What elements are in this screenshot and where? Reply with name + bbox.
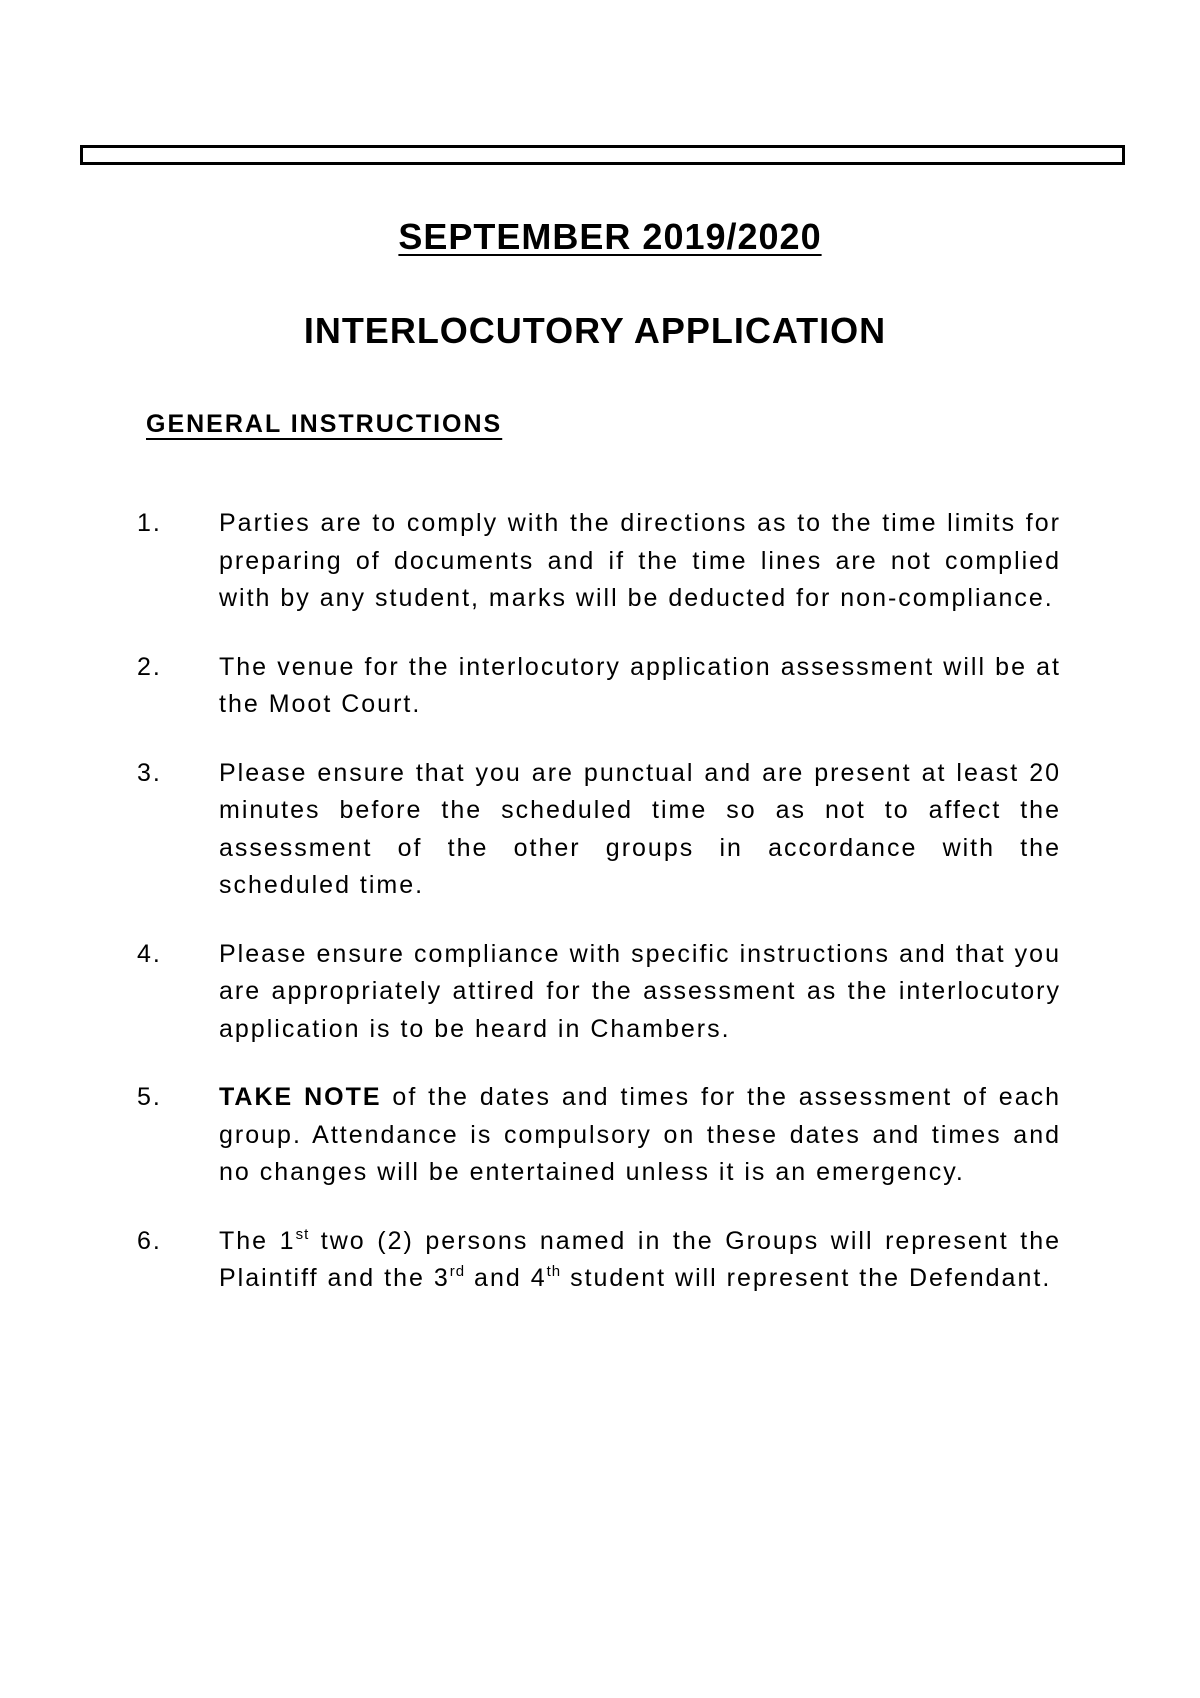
instruction-text: The venue for the interlocutory application assessment will be at the Moot Court. [219, 652, 1061, 718]
instruction-item [0, 936, 1200, 1049]
instruction-text [219, 1079, 1061, 1192]
instruction-text: Please ensure compliance with specific instructions and that you are appropriately attired for the assessment as the interlocutory application is to be heard in Chambers. [219, 939, 1061, 1043]
instruction-text-part: The 1 [219, 1226, 296, 1255]
document-title: SEPTEMBER 2019/2020 [398, 216, 822, 257]
instruction-text: Parties are to comply with the directions as to the time limits for preparing of documents and if the time lines are not complied with by any student, marks will be deducted for non-compliance. [219, 509, 1061, 612]
instruction-item [0, 755, 1200, 905]
instruction-text-body: of the dates and times for the assessment of each group. Attendance is compulsory on these dates and times and no changes will be entertained unless it is an emergency. [219, 1083, 1061, 1186]
instruction-number: 4. [137, 939, 162, 968]
instruction-number: 1. [137, 509, 162, 537]
instruction-item [0, 1079, 1200, 1192]
header-box [80, 145, 1125, 165]
instruction-number: 2. [137, 652, 162, 681]
ordinal-suffix: rd [449, 1263, 466, 1280]
instruction-emphasis: TAKE NOTE [219, 1083, 382, 1111]
instruction-text-part: two (2) persons named in the Groups will represent the Plaintiff and the 3 [219, 1226, 1062, 1292]
instruction-number: 3. [137, 758, 162, 787]
instruction-text-part: and 4 [465, 1264, 547, 1292]
ordinal-suffix: th [546, 1263, 562, 1280]
instruction-text [219, 1223, 1061, 1298]
instruction-item [0, 1223, 1200, 1298]
instruction-item [0, 649, 1200, 724]
instruction-number: 6. [137, 1226, 162, 1255]
instruction-text-part: student will represent the Defendant. [561, 1264, 1052, 1292]
instruction-number: 5. [137, 1083, 162, 1111]
section-heading: GENERAL INSTRUCTIONS [146, 410, 503, 438]
instructions-list [0, 505, 1200, 1329]
ordinal-suffix: st [295, 1225, 310, 1243]
instruction-text: Please ensure that you are punctual and are present at least 20 minutes before the scheduled time so as not to affect the assessment of the other groups in accordance with the scheduled time. [219, 758, 1061, 899]
document-subtitle: INTERLOCUTORY APPLICATION [303, 310, 887, 351]
instruction-item [0, 505, 1200, 618]
